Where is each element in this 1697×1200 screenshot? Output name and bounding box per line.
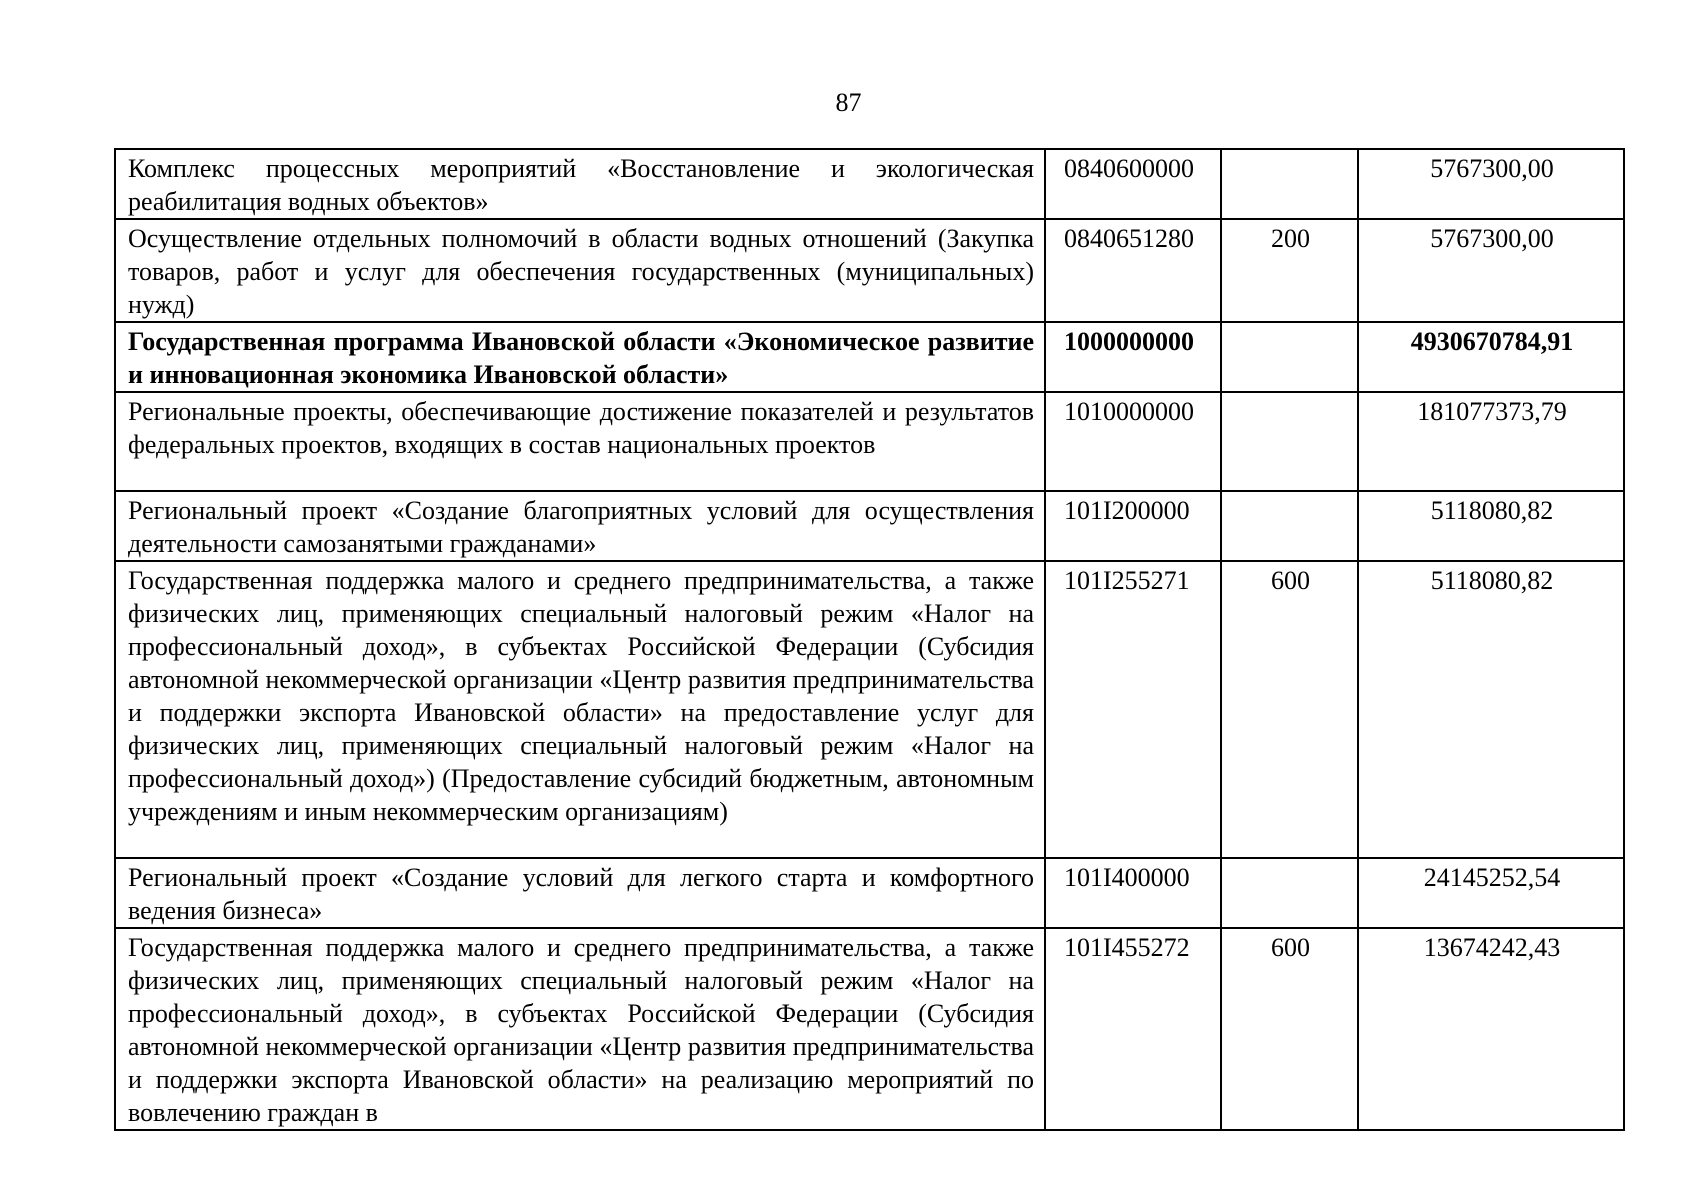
- row-name-cell: Комплекс процессных мероприятий «Восстановление и экологическая реабилитация водных объектов»: [115, 149, 1045, 219]
- row-code-cell: 1000000000: [1045, 322, 1221, 392]
- row-expense-type-cell: [1221, 858, 1358, 928]
- table-row: [115, 322, 1624, 392]
- row-name-cell: Региональный проект «Создание благоприятных условий для осуществления деятельности самозанятыми гражданами»: [115, 491, 1045, 561]
- table-row: [115, 149, 1624, 219]
- row-name-cell: Государственная поддержка малого и среднего предпринимательства, а также физических лиц, применяющих специальный налоговый режим «Налог на профессиональный доход», в субъектах Российской Федерации (Субсидия автономной некоммерческой организации «Центр развития предпринимательства и поддержки экспорта Ивановской области» на реализацию мероприятий по вовлечению граждан в: [115, 928, 1045, 1130]
- table-row: [115, 858, 1624, 928]
- row-amount-cell: 5767300,00: [1358, 149, 1624, 219]
- row-expense-type-cell: [1221, 322, 1358, 392]
- row-code-cell: 101I200000: [1045, 491, 1221, 561]
- row-code-cell: 0840600000: [1045, 149, 1221, 219]
- row-amount-cell: 13674242,43: [1358, 928, 1624, 1130]
- table-row: [115, 561, 1624, 858]
- table-row: [115, 491, 1624, 561]
- row-expense-type-cell: [1221, 392, 1358, 491]
- row-code-cell: 101I255271: [1045, 561, 1221, 858]
- row-name-cell: Осуществление отдельных полномочий в области водных отношений (Закупка товаров, работ и услуг для обеспечения государственных (муниципальных) нужд): [115, 219, 1045, 322]
- row-expense-type-cell: [1221, 491, 1358, 561]
- table-row: [115, 392, 1624, 491]
- budget-table-body: [115, 149, 1624, 1130]
- row-amount-cell: 5118080,82: [1358, 491, 1624, 561]
- row-amount-cell: 4930670784,91: [1358, 322, 1624, 392]
- row-amount-cell: 5118080,82: [1358, 561, 1624, 858]
- row-amount-cell: 181077373,79: [1358, 392, 1624, 491]
- row-name-cell: Региональные проекты, обеспечивающие достижение показателей и результатов федеральных проектов, входящих в состав национальных проектов: [115, 392, 1045, 491]
- row-name-cell: Государственная программа Ивановской области «Экономическое развитие и инновационная экономика Ивановской области»: [115, 322, 1045, 392]
- table-row: [115, 928, 1624, 1130]
- table-row: [115, 219, 1624, 322]
- row-code-cell: 0840651280: [1045, 219, 1221, 322]
- row-code-cell: 1010000000: [1045, 392, 1221, 491]
- budget-table: [114, 148, 1625, 1131]
- row-name-cell: Государственная поддержка малого и среднего предпринимательства, а также физических лиц, применяющих специальный налоговый режим «Налог на профессиональный доход», в субъектах Российской Федерации (Субсидия автономной некоммерческой организации «Центр развития предпринимательства и поддержки экспорта Ивановской области» на предоставление услуг для физических лиц, применяющих специальный налоговый режим «Налог на профессиональный доход») (Предоставление субсидий бюджетным, автономным учреждениям и иным некоммерческим организациям): [115, 561, 1045, 858]
- row-expense-type-cell: 600: [1221, 928, 1358, 1130]
- page-number: 87: [835, 88, 862, 117]
- row-code-cell: 101I400000: [1045, 858, 1221, 928]
- row-code-cell: 101I455272: [1045, 928, 1221, 1130]
- row-amount-cell: 5767300,00: [1358, 219, 1624, 322]
- row-name-cell: Региональный проект «Создание условий для легкого старта и комфортного ведения бизнеса»: [115, 858, 1045, 928]
- row-expense-type-cell: [1221, 149, 1358, 219]
- row-amount-cell: 24145252,54: [1358, 858, 1624, 928]
- row-expense-type-cell: 600: [1221, 561, 1358, 858]
- row-expense-type-cell: 200: [1221, 219, 1358, 322]
